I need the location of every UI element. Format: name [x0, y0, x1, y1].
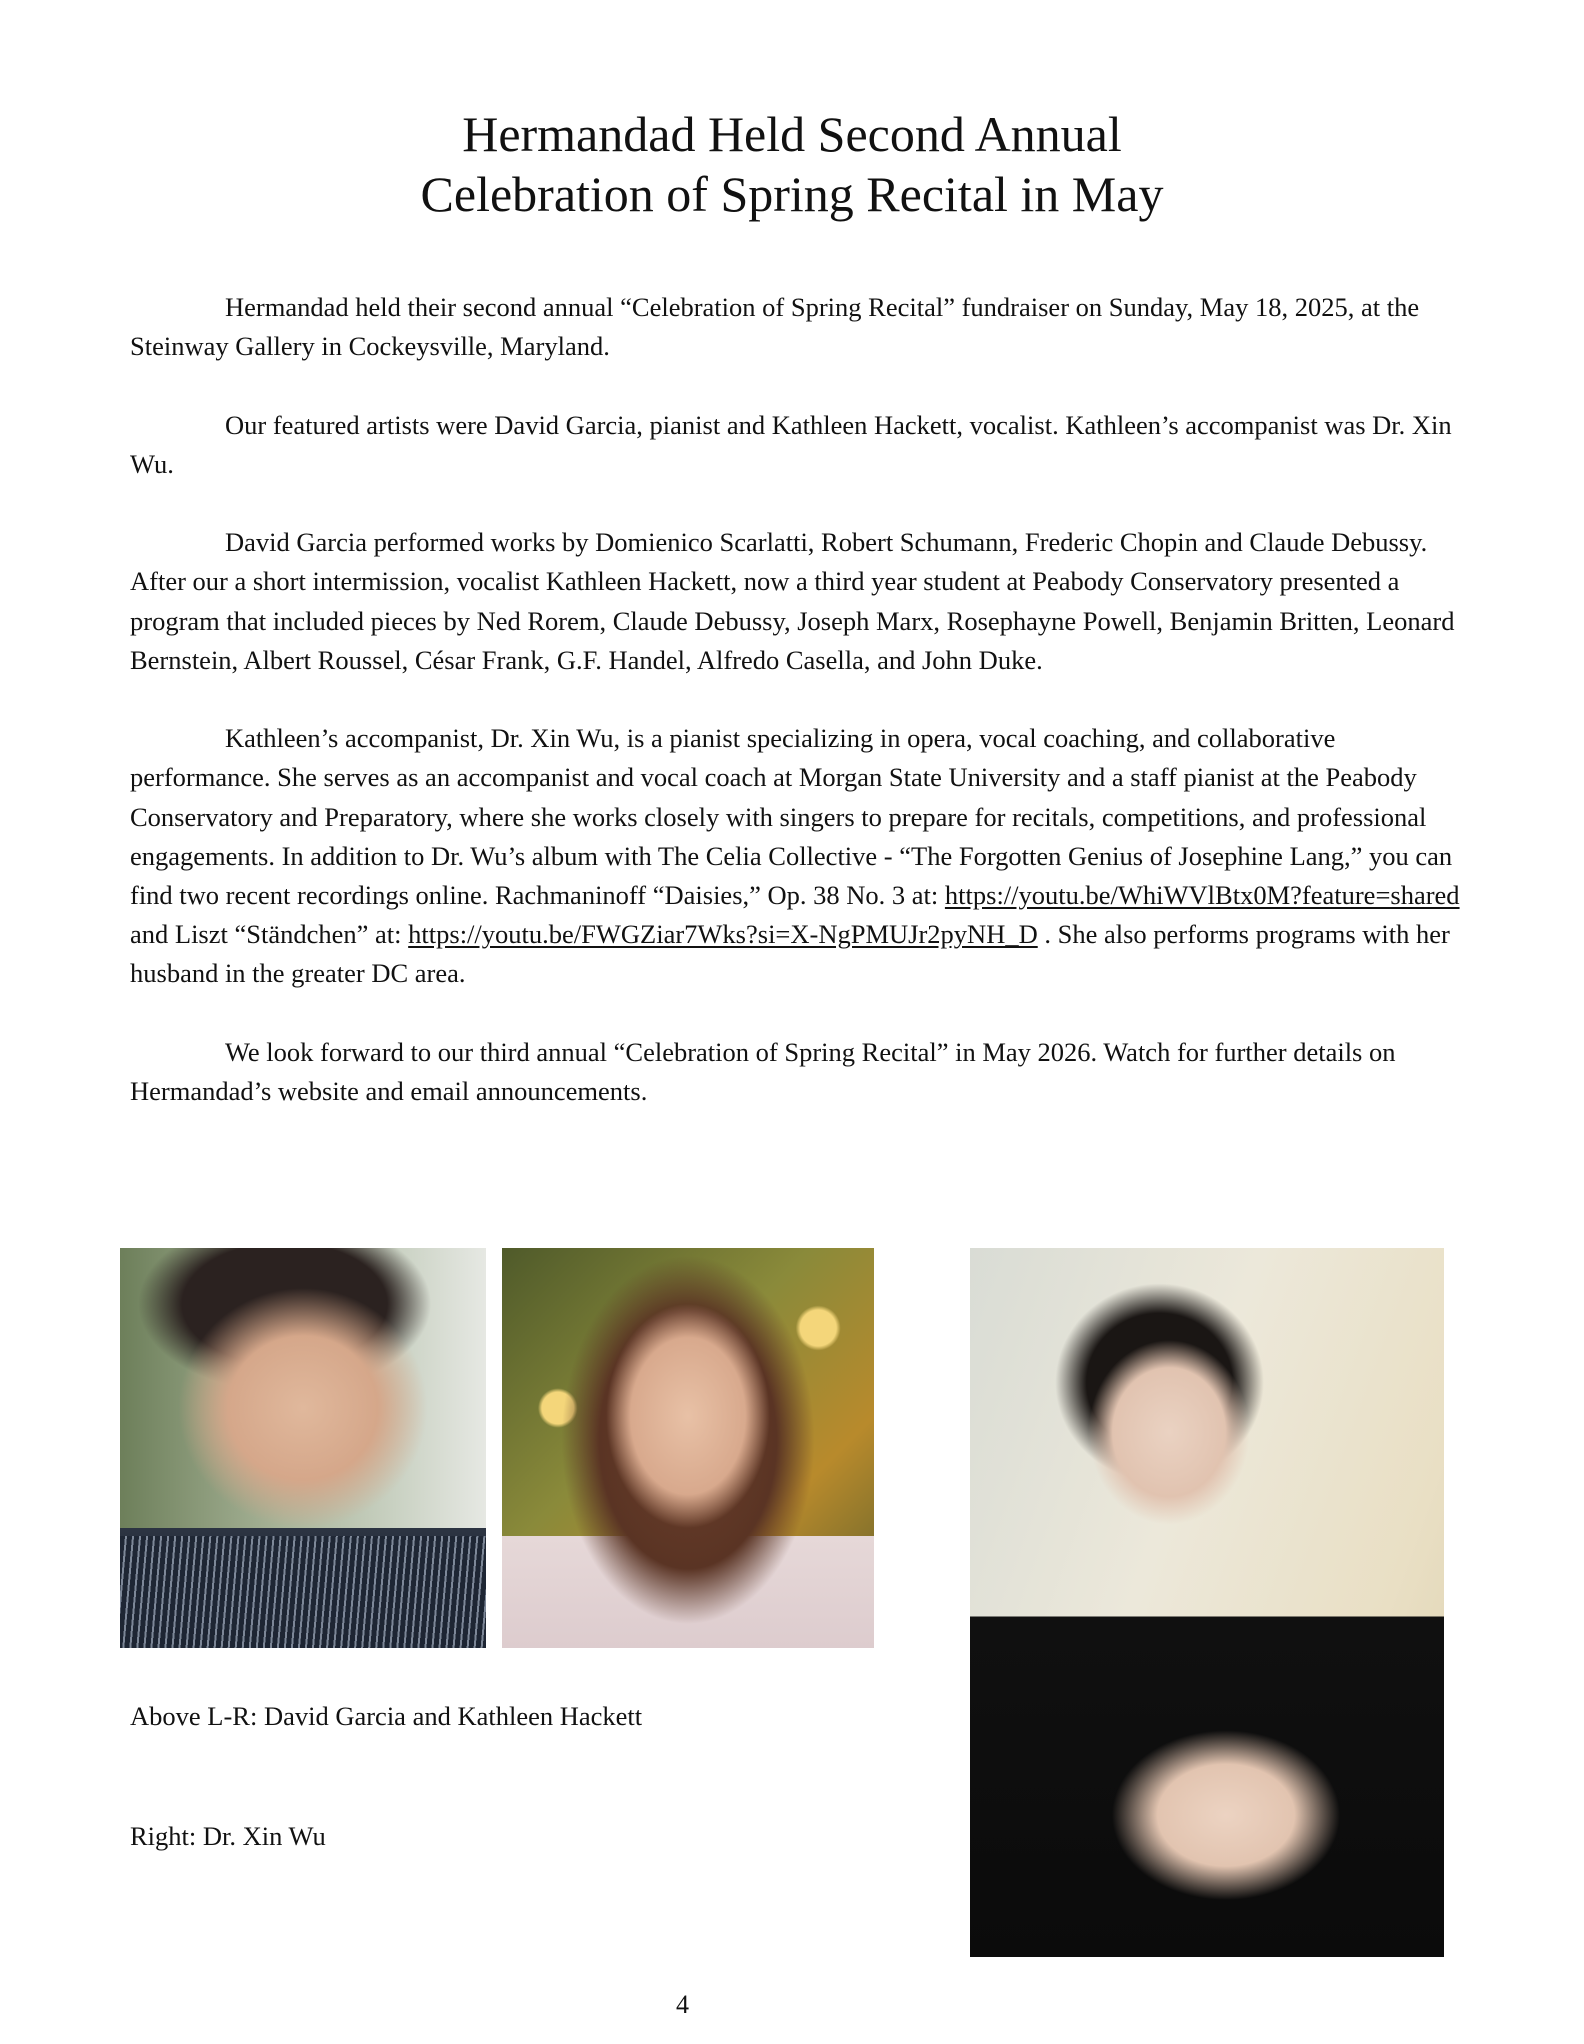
article-title — [0, 104, 1584, 224]
paragraph-event: Hermandad held their second annual “Celebration of Spring Recital” fundraiser on Sunday, May 18, 2025, at the Steinway Gallery in Cockeysville, Maryland. — [130, 292, 1420, 362]
xin-wu-text-1: Kathleen’s accompanist, Dr. Xin Wu, is a pianist specializing in opera, vocal coaching, and collaborative performance. She serves as an accompanist and vocal coach at Morgan State University and a staff pianist at the Peabody Conservatory and Preparatory, where she works closely with singers to prepare for recitals, competitions, and professional engagements. In addition to Dr. Wu’s album with The Celia Collective - “The Forgotten Genius of Josephine Lang,” you can find two recent recordings online. Rachmaninoff “Daisies,” Op. 38 No. 3 at: — [130, 723, 1453, 910]
paragraph-artists: Our featured artists were David Garcia, pianist and Kathleen Hackett, vocalist. Kathleen’s accompanist was Dr. Xin Wu. — [130, 409, 1452, 479]
photo-kathleen-hackett — [502, 1248, 874, 1648]
standchen-video-link[interactable]: https://youtu.be/FWGZiar7Wks?si=X-NgPMUJr2pyNH_D — [408, 919, 1038, 950]
title-line-2: Celebration of Spring Recital in May — [420, 166, 1164, 222]
daisies-video-link[interactable]: https://youtu.be/WhiWVlBtx0M?feature=shared — [944, 880, 1460, 910]
title-line-1: Hermandad Held Second Annual — [462, 106, 1122, 162]
photo-xin-wu — [970, 1248, 1444, 1957]
xin-wu-text-3: . She also performs programs with her husband in the greater DC area. — [130, 919, 1450, 989]
article-body — [130, 288, 1460, 1150]
paragraph-program: David Garcia performed works by Domienico Scarlatti, Robert Schumann, Frederic Chopin and Claude Debussy. After our a short intermission, vocalist Kathleen Hackett, now a third year student at Peabody Conservatory presented a program that included pieces by Ned Rorem, Claude Debussy, Joseph Marx, Rosephayne Powell, Benjamin Britten, Leonard Bernstein, Albert Roussel, César Frank, G.F. Handel, Alfredo Casella, and John Duke. — [130, 527, 1455, 675]
folded-arms — [1112, 1688, 1340, 1901]
striped-shirt — [120, 1536, 486, 1648]
paragraph-xin-wu — [130, 719, 1460, 993]
page-number: 4 — [676, 1990, 689, 2019]
caption-right: Right: Dr. Xin Wu — [130, 1821, 326, 1851]
caption-above: Above L-R: David Garcia and Kathleen Hackett — [130, 1701, 643, 1731]
paragraph-closing: We look forward to our third annual “Celebration of Spring Recital” in May 2026. Watch for further details on Hermandad’s website and email announcements. — [130, 1036, 1396, 1106]
xin-wu-text-2: and Liszt “Ständchen” at: — [130, 919, 409, 950]
photo-david-garcia — [120, 1248, 486, 1648]
